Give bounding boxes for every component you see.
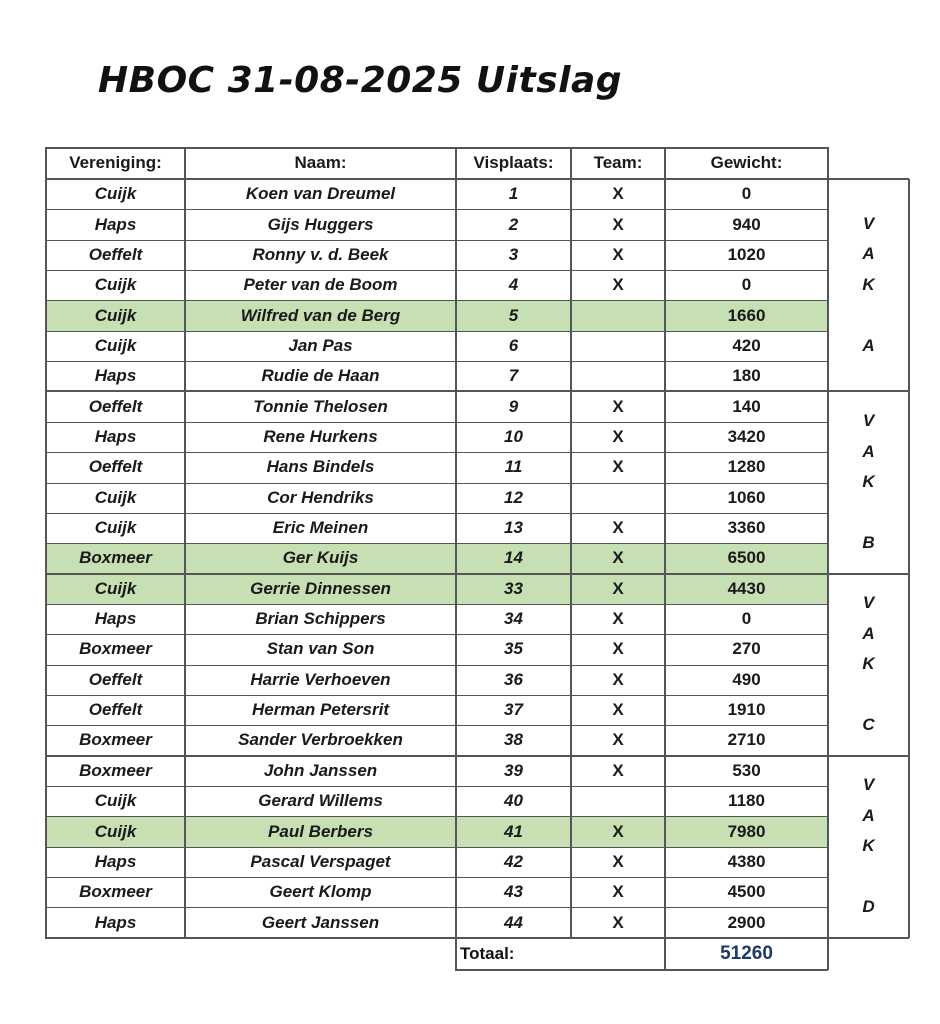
vereniging-cell: Cuijk bbox=[94, 518, 137, 538]
gewicht-cell: 490 bbox=[732, 669, 761, 689]
naam-cell: Hans Bindels bbox=[266, 457, 375, 477]
visplaats-cell: 13 bbox=[504, 518, 523, 538]
gewicht-cell: 1910 bbox=[727, 700, 766, 720]
visplaats-cell: 7 bbox=[508, 366, 519, 386]
row-border bbox=[46, 483, 828, 484]
vereniging-cell: Cuijk bbox=[94, 184, 137, 204]
vak-label bbox=[828, 770, 909, 923]
total-label: Totaal: bbox=[460, 943, 515, 963]
gewicht-cell: 4500 bbox=[727, 882, 766, 902]
header-visplaats: Visplaats: bbox=[473, 153, 554, 172]
vak-border bbox=[828, 390, 909, 392]
naam-cell: Tonnie Thelosen bbox=[253, 396, 388, 416]
visplaats-cell: 41 bbox=[504, 821, 523, 841]
gewicht-cell: 180 bbox=[732, 366, 761, 386]
vereniging-cell: Cuijk bbox=[94, 335, 137, 355]
team-cell bbox=[571, 300, 665, 330]
column-border bbox=[184, 147, 186, 939]
row-border bbox=[46, 755, 828, 757]
team-cell: X bbox=[612, 275, 624, 295]
gewicht-cell: 1060 bbox=[727, 487, 766, 507]
team-cell: X bbox=[612, 882, 624, 902]
row-border bbox=[46, 573, 828, 575]
row-border bbox=[46, 361, 828, 362]
gewicht-cell: 530 bbox=[732, 760, 761, 780]
team-cell: X bbox=[612, 184, 624, 204]
naam-cell: Cor Hendriks bbox=[267, 487, 374, 507]
header-vereniging: Vereniging: bbox=[69, 153, 162, 172]
header-gewicht: Gewicht: bbox=[710, 153, 783, 172]
total-border bbox=[664, 938, 666, 970]
team-cell bbox=[571, 786, 665, 816]
naam-cell: Geert Klomp bbox=[269, 882, 372, 902]
column-border bbox=[45, 147, 47, 939]
team-cell bbox=[571, 361, 665, 391]
vak-label bbox=[828, 406, 909, 559]
gewicht-cell: 4380 bbox=[727, 851, 766, 871]
visplaats-cell: 39 bbox=[504, 760, 523, 780]
vereniging-cell: Boxmeer bbox=[79, 639, 152, 659]
table-top-border bbox=[46, 147, 828, 149]
row-border bbox=[46, 270, 828, 271]
naam-cell: Peter van de Boom bbox=[243, 275, 398, 295]
visplaats-cell: 33 bbox=[504, 578, 523, 598]
naam-cell: Stan van Son bbox=[266, 639, 375, 659]
vereniging-cell: Cuijk bbox=[94, 578, 137, 598]
visplaats-cell: 14 bbox=[504, 548, 523, 568]
gewicht-cell: 0 bbox=[741, 184, 752, 204]
visplaats-cell: 44 bbox=[504, 912, 523, 932]
vereniging-cell: Oeffelt bbox=[88, 700, 143, 720]
visplaats-cell: 36 bbox=[504, 669, 523, 689]
gewicht-cell: 6500 bbox=[727, 548, 766, 568]
visplaats-cell: 11 bbox=[504, 457, 523, 477]
naam-cell: Gerard Willems bbox=[258, 791, 383, 811]
gewicht-cell: 1660 bbox=[727, 305, 766, 325]
vak-letter: K bbox=[862, 274, 875, 294]
team-cell: X bbox=[612, 548, 624, 568]
gewicht-cell: 2900 bbox=[727, 912, 766, 932]
gewicht-cell: 1180 bbox=[728, 791, 765, 811]
header-naam: Naam: bbox=[294, 153, 347, 172]
total-border bbox=[455, 938, 457, 970]
row-border bbox=[46, 604, 828, 605]
vak-letter: A bbox=[862, 441, 875, 461]
team-cell: X bbox=[612, 760, 624, 780]
team-cell: X bbox=[612, 396, 624, 416]
naam-cell: Wilfred van de Berg bbox=[240, 305, 401, 325]
vereniging-cell: Cuijk bbox=[94, 305, 137, 325]
gewicht-cell: 140 bbox=[732, 396, 761, 416]
vereniging-cell: Haps bbox=[94, 366, 137, 386]
naam-cell: Ger Kuijs bbox=[282, 548, 359, 568]
team-cell: X bbox=[612, 578, 624, 598]
team-cell: X bbox=[612, 214, 624, 234]
gewicht-cell: 4430 bbox=[727, 578, 766, 598]
row-border bbox=[46, 209, 828, 210]
naam-cell: Ronny v. d. Beek bbox=[252, 244, 389, 264]
naam-cell: Brian Schippers bbox=[255, 609, 386, 629]
vereniging-cell: Boxmeer bbox=[79, 548, 152, 568]
gewicht-cell: 420 bbox=[732, 335, 761, 355]
visplaats-cell: 9 bbox=[508, 396, 519, 416]
gewicht-cell: 1280 bbox=[727, 457, 766, 477]
visplaats-cell: 40 bbox=[504, 791, 523, 811]
naam-cell: Gijs Huggers bbox=[267, 214, 374, 234]
visplaats-cell: 5 bbox=[508, 305, 519, 325]
row-border bbox=[46, 907, 828, 908]
header-team: Team: bbox=[593, 153, 643, 172]
team-cell: X bbox=[612, 244, 624, 264]
team-cell: X bbox=[612, 639, 624, 659]
vereniging-cell: Haps bbox=[94, 214, 137, 234]
gewicht-cell: 940 bbox=[732, 214, 761, 234]
vak-letter: A bbox=[862, 805, 875, 825]
vak-label bbox=[828, 209, 909, 362]
visplaats-cell: 2 bbox=[508, 214, 519, 234]
naam-cell: Harrie Verhoeven bbox=[250, 669, 391, 689]
row-border bbox=[46, 725, 828, 726]
vak-letter: A bbox=[862, 244, 875, 264]
team-cell: X bbox=[612, 518, 624, 538]
vereniging-cell: Boxmeer bbox=[79, 760, 152, 780]
vereniging-cell: Cuijk bbox=[94, 821, 137, 841]
vereniging-cell: Oeffelt bbox=[88, 244, 143, 264]
visplaats-cell: 42 bbox=[504, 851, 523, 871]
vereniging-cell: Boxmeer bbox=[79, 882, 152, 902]
gewicht-cell: 0 bbox=[741, 609, 752, 629]
naam-cell: Pascal Verspaget bbox=[250, 851, 391, 871]
column-border bbox=[455, 147, 457, 939]
vak-border bbox=[828, 755, 909, 757]
row-border bbox=[46, 847, 828, 848]
naam-cell: Sander Verbroekken bbox=[238, 730, 403, 750]
vereniging-cell: Cuijk bbox=[94, 791, 137, 811]
team-cell: X bbox=[612, 851, 624, 871]
naam-cell: Rudie de Haan bbox=[261, 366, 380, 386]
row-border bbox=[46, 816, 828, 817]
team-cell: X bbox=[612, 912, 624, 932]
row-border bbox=[46, 178, 828, 180]
row-border bbox=[46, 786, 828, 787]
vak-letter: V bbox=[862, 775, 875, 795]
visplaats-cell: 43 bbox=[504, 882, 523, 902]
vak-letter: A bbox=[862, 623, 875, 643]
total-border bbox=[827, 938, 829, 970]
visplaats-cell: 10 bbox=[504, 426, 523, 446]
page-title: HBOC 31-08-2025 Uitslag bbox=[98, 60, 623, 101]
vak-letter: K bbox=[862, 836, 875, 856]
vereniging-cell: Oeffelt bbox=[88, 669, 143, 689]
visplaats-cell: 37 bbox=[504, 700, 523, 720]
team-cell: X bbox=[612, 609, 624, 629]
row-border bbox=[46, 634, 828, 635]
row-border bbox=[46, 240, 828, 241]
row-border bbox=[46, 390, 828, 392]
row-border bbox=[46, 422, 828, 423]
vak-letter: K bbox=[862, 654, 875, 674]
row-border bbox=[46, 513, 828, 514]
vak-border bbox=[828, 573, 909, 575]
visplaats-cell: 1 bbox=[508, 184, 519, 204]
visplaats-cell: 38 bbox=[504, 730, 523, 750]
gewicht-cell: 2710 bbox=[727, 730, 766, 750]
row-border bbox=[46, 452, 828, 453]
team-cell bbox=[571, 331, 665, 361]
total-value: 51260 bbox=[720, 942, 773, 964]
vak-letter: D bbox=[862, 897, 875, 917]
visplaats-cell: 6 bbox=[508, 335, 519, 355]
vereniging-cell: Haps bbox=[94, 912, 137, 932]
naam-cell: Geert Janssen bbox=[261, 912, 380, 932]
row-border bbox=[46, 543, 828, 544]
visplaats-cell: 12 bbox=[504, 487, 523, 507]
vak-letter: V bbox=[862, 213, 875, 233]
vereniging-cell: Cuijk bbox=[94, 487, 137, 507]
vereniging-cell: Oeffelt bbox=[88, 457, 143, 477]
row-border bbox=[46, 331, 828, 332]
vereniging-cell: Boxmeer bbox=[79, 730, 152, 750]
row-border bbox=[46, 300, 828, 301]
naam-cell: Koen van Dreumel bbox=[245, 184, 396, 204]
visplaats-cell: 35 bbox=[504, 639, 523, 659]
vereniging-cell: Haps bbox=[94, 851, 137, 871]
vak-letter: C bbox=[862, 715, 875, 735]
gewicht-cell: 3420 bbox=[727, 426, 766, 446]
team-cell: X bbox=[612, 669, 624, 689]
team-cell bbox=[571, 483, 665, 513]
team-cell: X bbox=[612, 426, 624, 446]
vak-letter: V bbox=[862, 411, 875, 431]
total-border bbox=[455, 969, 828, 971]
vak-label bbox=[828, 588, 909, 741]
team-cell: X bbox=[612, 457, 624, 477]
column-border bbox=[664, 147, 666, 939]
vereniging-cell: Haps bbox=[94, 426, 137, 446]
gewicht-cell: 3360 bbox=[727, 518, 766, 538]
row-border bbox=[46, 695, 828, 696]
vereniging-cell: Cuijk bbox=[94, 275, 137, 295]
naam-cell: Jan Pas bbox=[288, 335, 353, 355]
row-border bbox=[46, 877, 828, 878]
visplaats-cell: 4 bbox=[508, 275, 519, 295]
row-border bbox=[46, 665, 828, 666]
vak-letter: A bbox=[862, 335, 875, 355]
column-border bbox=[570, 147, 572, 939]
vak-border bbox=[828, 937, 909, 939]
gewicht-cell: 0 bbox=[741, 275, 752, 295]
vereniging-cell: Oeffelt bbox=[88, 396, 143, 416]
vak-border bbox=[828, 178, 909, 180]
visplaats-cell: 34 bbox=[504, 609, 523, 629]
team-cell: X bbox=[612, 730, 624, 750]
naam-cell: Gerrie Dinnessen bbox=[250, 578, 391, 598]
team-cell: X bbox=[612, 700, 624, 720]
naam-cell: Paul Berbers bbox=[268, 821, 373, 841]
gewicht-cell: 7980 bbox=[727, 821, 766, 841]
gewicht-cell: 270 bbox=[732, 639, 761, 659]
naam-cell: John Janssen bbox=[263, 760, 378, 780]
vereniging-cell: Haps bbox=[94, 609, 137, 629]
naam-cell: Rene Hurkens bbox=[263, 426, 378, 446]
vak-letter: V bbox=[862, 593, 875, 613]
gewicht-cell: 1020 bbox=[727, 244, 766, 264]
team-cell: X bbox=[612, 821, 624, 841]
visplaats-cell: 3 bbox=[508, 244, 519, 264]
vak-letter: K bbox=[862, 472, 875, 492]
naam-cell: Herman Petersrit bbox=[251, 700, 389, 720]
naam-cell: Eric Meinen bbox=[272, 518, 369, 538]
vak-letter: B bbox=[862, 533, 875, 553]
